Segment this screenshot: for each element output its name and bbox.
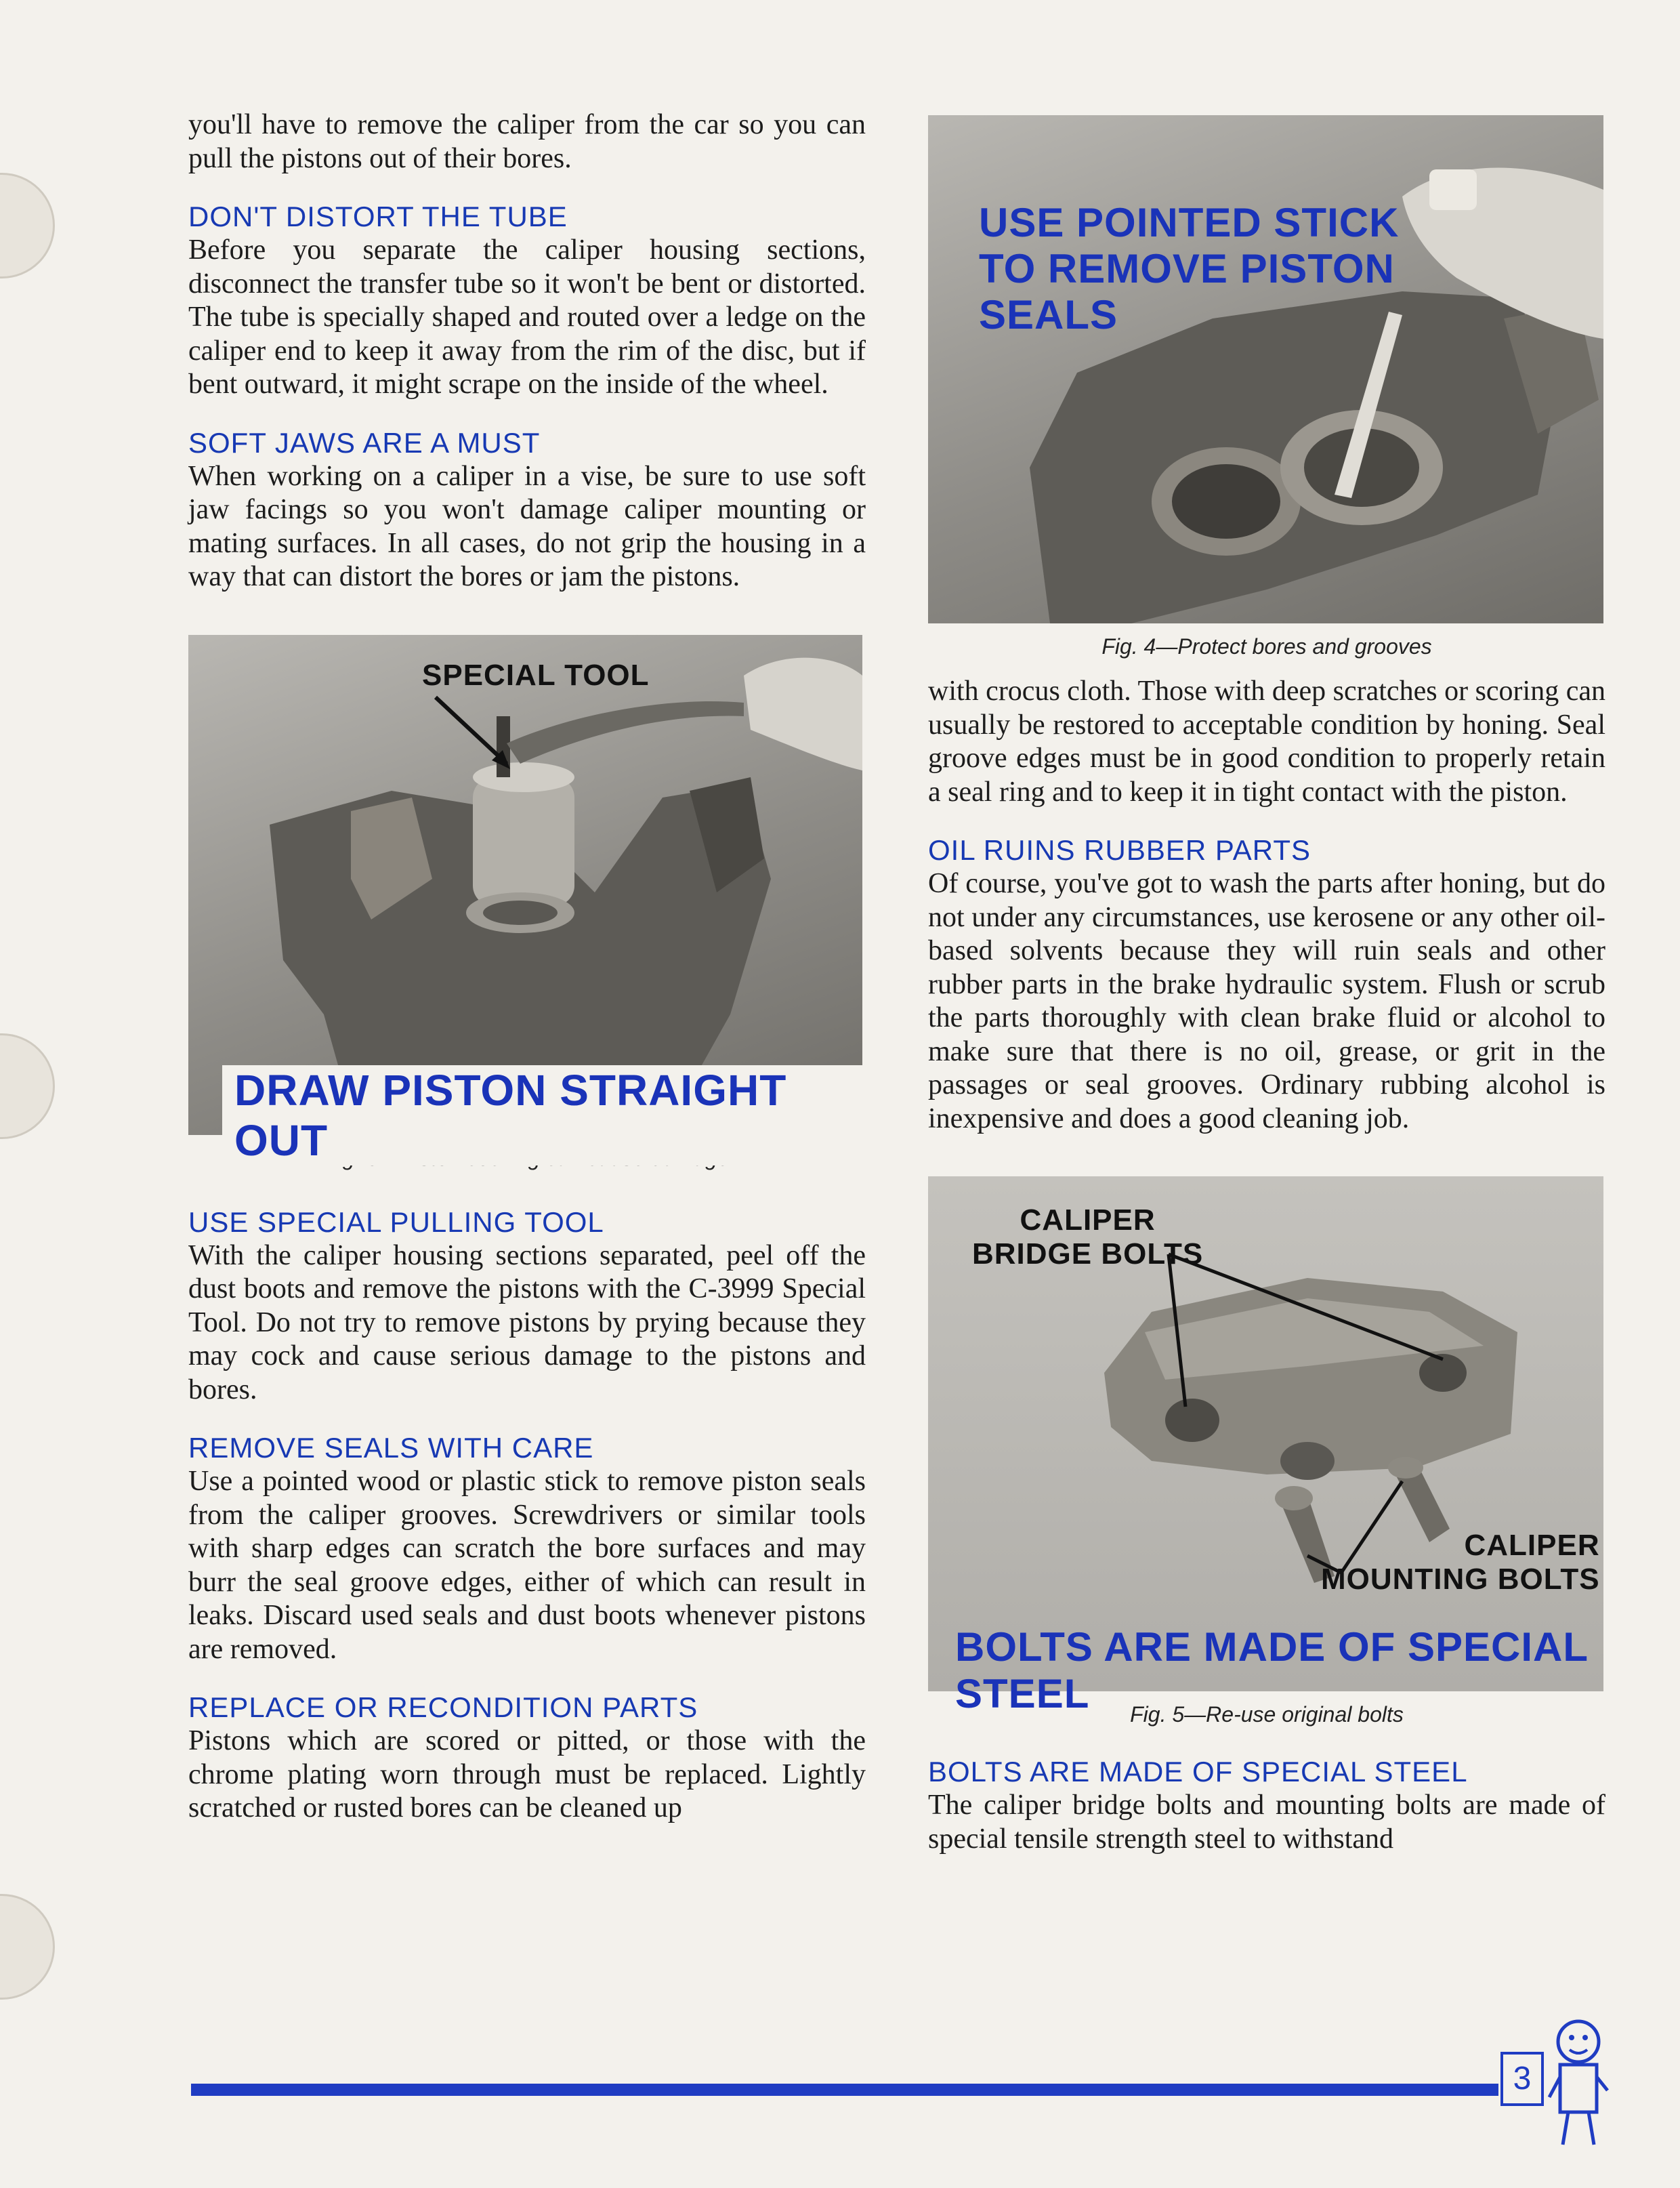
bottom-rule <box>191 2084 1498 2096</box>
section-heading: USE SPECIAL PULLING TOOL <box>188 1205 604 1238</box>
binder-hole <box>0 1033 55 1139</box>
page-number: 3 <box>1500 2052 1544 2106</box>
section-text: The caliper bridge bolts and mounting bolts are made of special tensile strength steel to withstand <box>928 1790 1605 1855</box>
figure-3-photo <box>188 635 862 1165</box>
binder-hole <box>0 1894 55 2000</box>
label-line: MOUNTING BOLTS <box>1321 1563 1600 1596</box>
seal-removal-illustration <box>928 115 1603 623</box>
figure-3 <box>188 635 866 1172</box>
bolts-steel-label: BOLTS ARE MADE OF SPECIAL STEEL <box>955 1624 1588 1716</box>
label-line: USE POINTED STICK <box>979 200 1400 245</box>
caliper-tool-illustration <box>188 635 862 1135</box>
continued-paragraph: with crocus cloth. Those with deep scratches or scoring can usually be restored to acceptable condition by honing. Seal groove edges must be in good condition to properly retain a seal ring and to keep it in tight contact with the piston. <box>928 676 1605 808</box>
label-line: TO REMOVE PISTON <box>979 246 1395 291</box>
section-heading: OIL RUINS RUBBER PARTS <box>928 834 1311 866</box>
figure-5-caption: Fig. 5—Re-use original bolts <box>1130 1702 1404 1727</box>
section-heading: SOFT JAWS ARE A MUST <box>188 426 541 459</box>
binder-hole <box>0 173 55 278</box>
section-heading: BOLTS ARE MADE OF SPECIAL STEEL <box>928 1756 1468 1788</box>
mounting-bolts-label <box>1321 1529 1600 1596</box>
section-heading: REPLACE OR RECONDITION PARTS <box>188 1691 698 1723</box>
label-line: CALIPER <box>1020 1203 1156 1237</box>
section-text: Use a pointed wood or plastic stick to remove piston seals from the caliper grooves. Screwdrivers or similar tools with sharp edges can scratch the bore surfaces and may burr the seal groove edges, either of which can result in leaks. Discard used seals and dust boots whenever pistons are removed. <box>188 1466 866 1665</box>
section-text: When working on a caliper in a vise, be sure to use soft jaw facings so you won't damage caliper mounting or mating surfaces. In all cases, do not grip the housing in a way that can distort the bores or jam the pistons. <box>188 460 866 592</box>
draw-piston-label: DRAW PISTON STRAIGHT OUT <box>222 1065 862 1165</box>
label-line: CALIPER <box>1464 1529 1600 1562</box>
figure-4-photo <box>928 115 1603 623</box>
pointed-stick-label <box>979 200 1399 338</box>
section-text: Before you separate the caliper housing sections, disconnect the transfer tube so it won't be bent or distorted. The tube is specially shaped and routed over a ledge on the caliper end to keep it away from the rim of the disc, but if bent outward, it might scrape on the inside of the wheel. <box>188 234 866 400</box>
bridge-bolts-label <box>972 1203 1203 1271</box>
section-text: Pistons which are scored or pitted, or those with the chrome plating worn through must be replaced. Lightly scratched or rusted bores can be cleaned up <box>188 1725 866 1823</box>
figure-4 <box>928 115 1605 660</box>
right-column <box>928 108 1605 1856</box>
mascot-icon <box>1548 2016 1609 2151</box>
section-heading: DON'T DISTORT THE TUBE <box>188 201 568 232</box>
section-text: Of course, you've got to wash the parts after honing, but do not under any circumstances, use kerosene or any other oil-based solvents because they will ruin seals and other rubber parts in the brake hydraulic system. Flush or scrub the parts thoroughly with clean brake fluid or alcohol to make sure that there is no oil, grease, or grit in the passages or seal grooves. Ordinary rubbing alcohol is inexpensive and does a good cleaning job. <box>928 868 1605 1134</box>
section-heading: REMOVE SEALS WITH CARE <box>188 1432 594 1464</box>
label-line: BRIDGE BOLTS <box>972 1237 1204 1271</box>
label-line: SEALS <box>979 292 1118 337</box>
figure-4-caption: Fig. 4—Protect bores and grooves <box>1101 634 1432 659</box>
special-tool-label: SPECIAL TOOL <box>422 658 650 692</box>
section-text: With the caliper housing sections separated, peel off the dust boots and remove the pistons with the C-3999 Special Tool. Do not try to remove pistons by prying because they may cock and cause serious damage to the pistons and bores. <box>188 1239 866 1405</box>
figure-5 <box>928 1176 1605 1728</box>
intro-paragraph: you'll have to remove the caliper from the car so you can pull the pistons out of their bores. <box>188 109 866 174</box>
left-column <box>188 108 866 1825</box>
